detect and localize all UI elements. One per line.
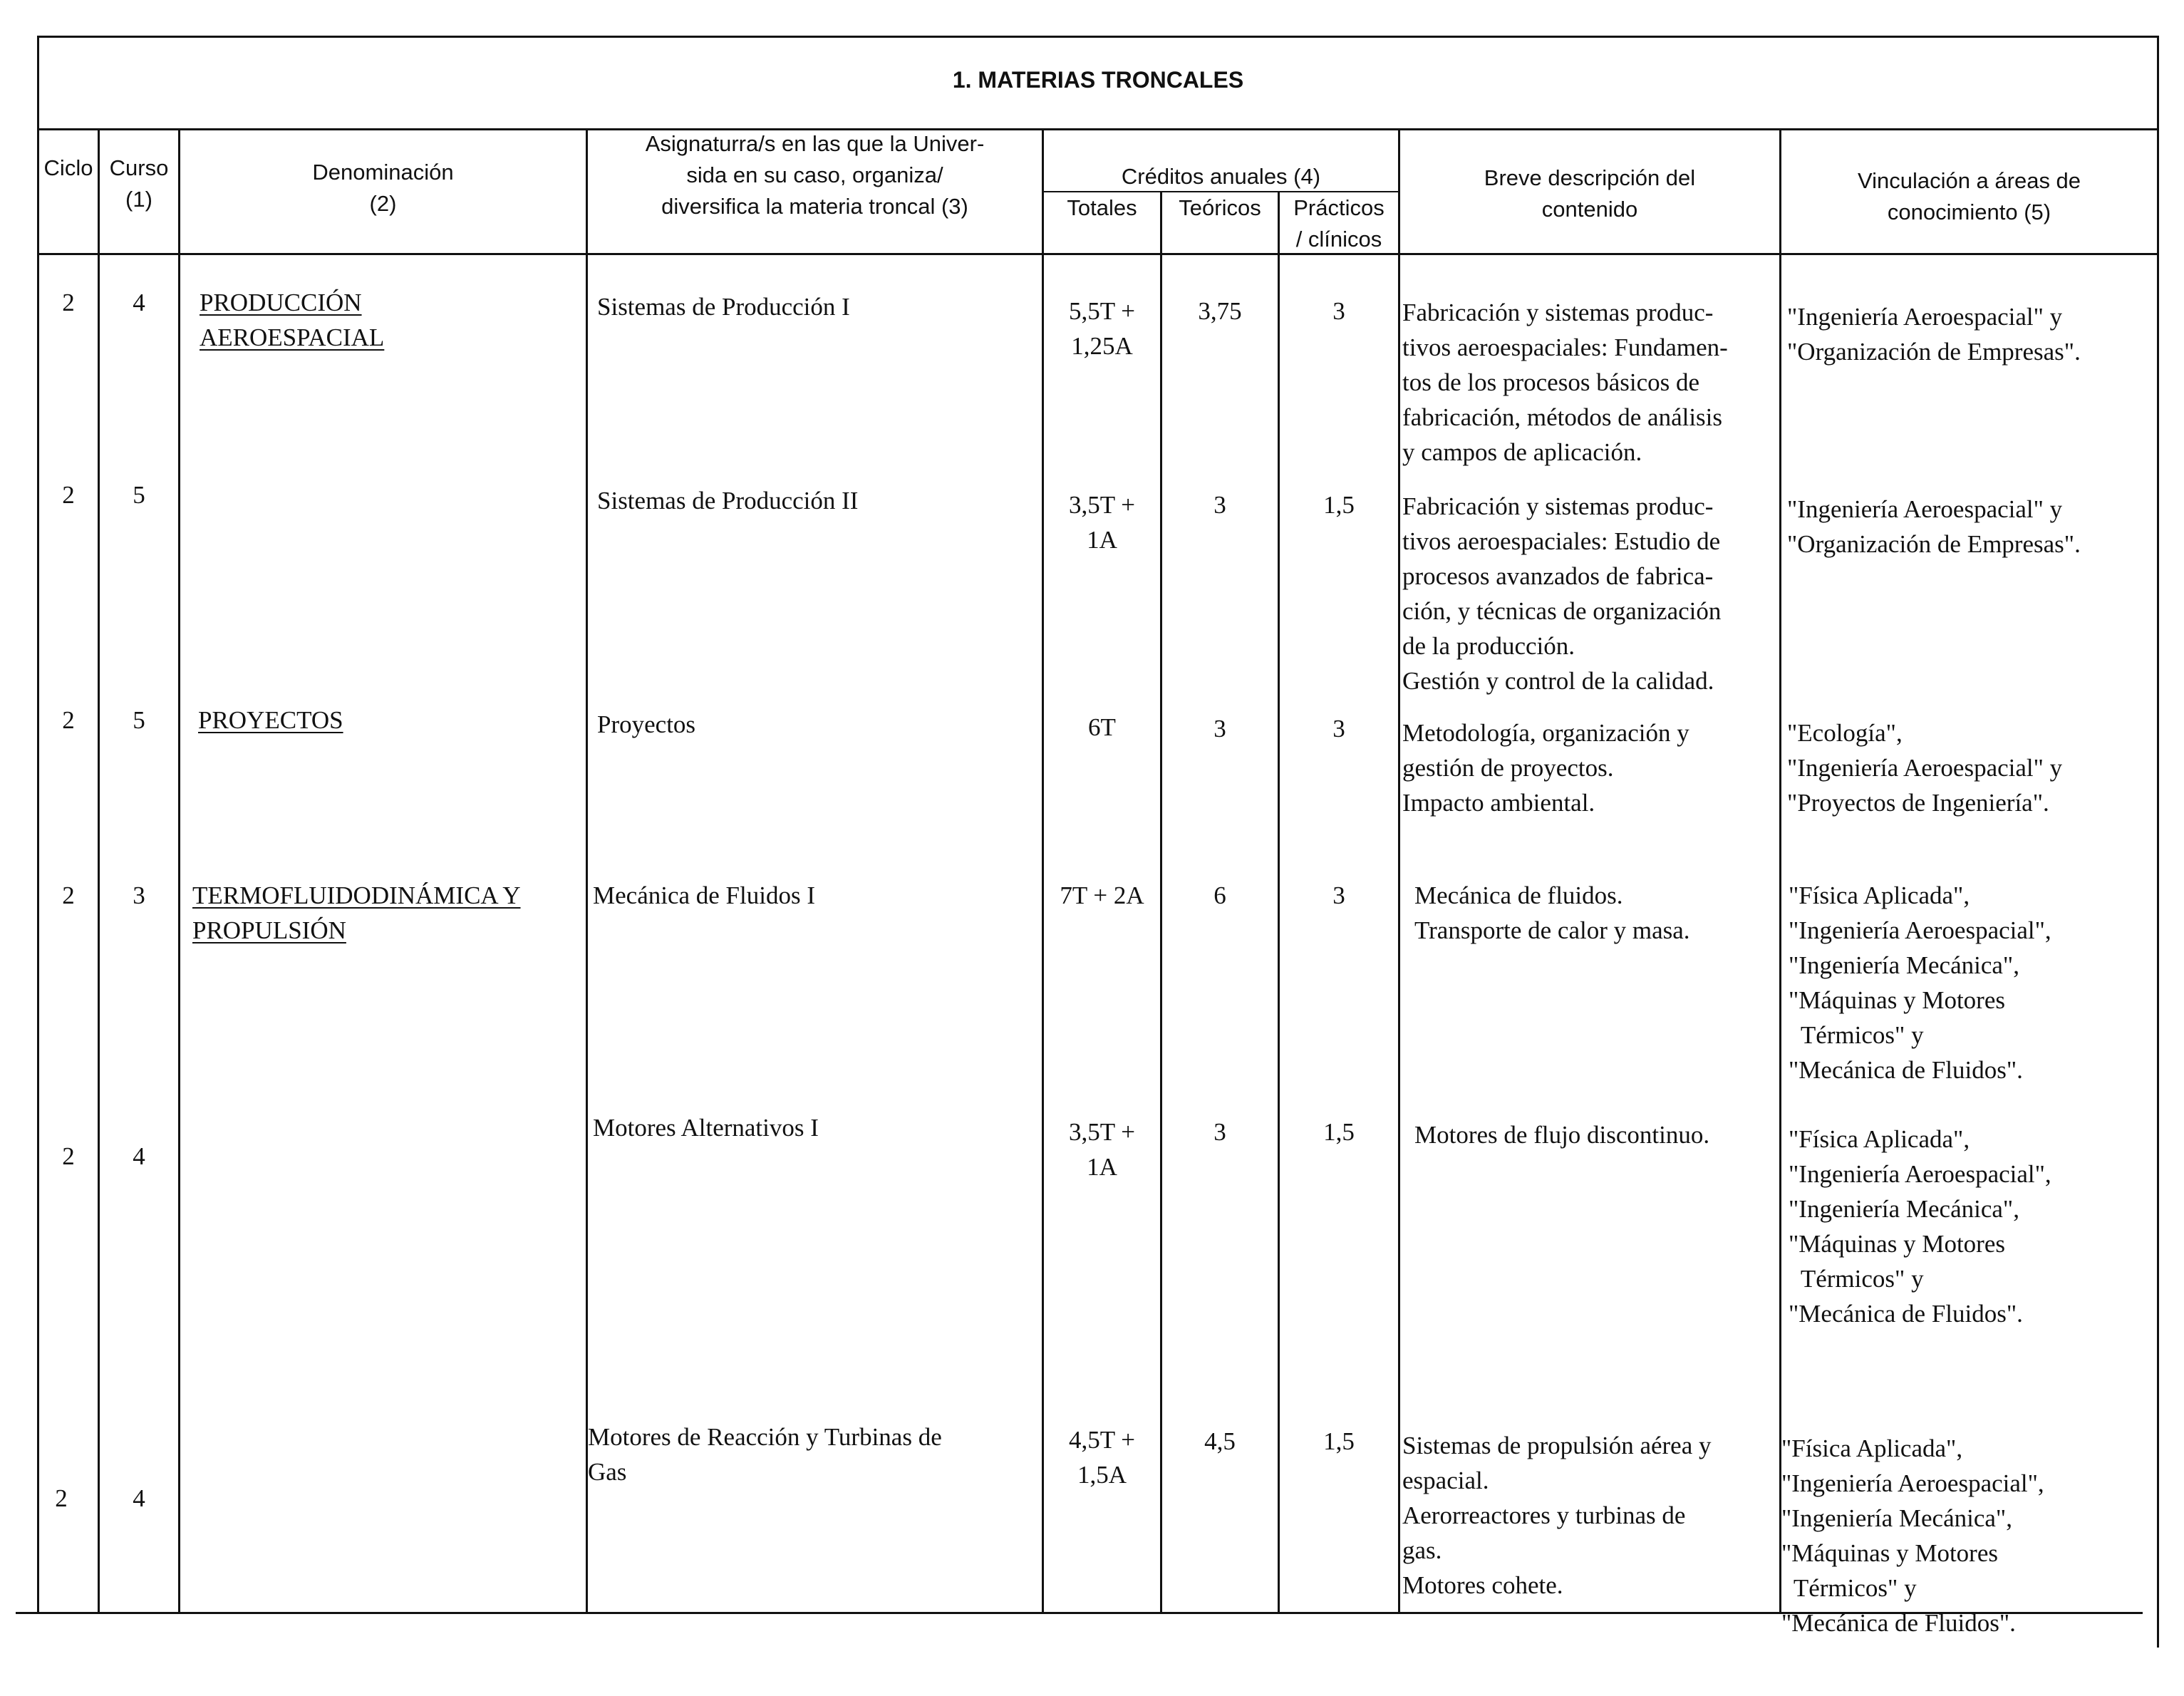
table-title: 1. MATERIAS TRONCALES xyxy=(952,67,1244,93)
cell-denominacion: TERMOFLUIDODINÁMICA Y PROPULSIÓN xyxy=(192,881,521,944)
cell-ciclo: 2 xyxy=(62,481,75,509)
col-sep-7 xyxy=(1398,130,1400,1613)
header-ciclo: Ciclo xyxy=(43,155,93,180)
cell-vinculacion: "Física Aplicada", "Ingeniería Aeroespacial", "Ingeniería Mecánica", "Máquinas y Motores Térmicos" y "Mecánica de Fluidos". xyxy=(1789,1125,2051,1328)
col-sep-1 xyxy=(98,130,100,1613)
cell-vinculacion: "Física Aplicada", "Ingeniería Aeroespacial", "Ingeniería Mecánica", "Máquinas y Motores Térmicos" y "Mecánica de Fluidos". xyxy=(1781,1434,2044,1637)
cell-descripcion: Fabricación y sistemas produc- tivos aeroespaciales: Estudio de procesos avanzados de fabrica- ción, y técnicas de organización de la producción. Gestión y control de la calidad. xyxy=(1402,492,1722,695)
cell-curso: 4 xyxy=(133,1142,145,1170)
cell-ciclo: 2 xyxy=(62,1142,75,1170)
cell-practicos: 1,5 xyxy=(1323,1118,1355,1146)
cell-vinculacion: "Ingeniería Aeroespacial" y "Organización de Empresas". xyxy=(1787,495,2081,558)
cell-denominacion: PROYECTOS xyxy=(198,706,343,734)
cell-teoricos: 6 xyxy=(1213,881,1226,909)
cell-descripcion: Sistemas de propulsión aérea y espacial. Aerorreactores y turbinas de gas. Motores cohete. xyxy=(1402,1432,1712,1599)
cell-practicos: 1,5 xyxy=(1323,1427,1355,1455)
header-denominacion: Denominación (2) xyxy=(312,160,454,216)
border-top xyxy=(37,36,2159,38)
cell-totales: 5,5T + 1,25A xyxy=(1069,297,1135,360)
cell-descripcion: Metodología, organización y gestión de proyectos. Impacto ambiental. xyxy=(1402,719,1689,817)
cell-descripcion: Mecánica de fluidos. Transporte de calor y masa. xyxy=(1414,881,1690,944)
header-curso: Curso (1) xyxy=(109,155,169,212)
cell-totales: 6T xyxy=(1088,713,1116,741)
header-practicos: Prácticos / clínicos xyxy=(1293,195,1385,252)
cell-ciclo: 2 xyxy=(62,289,75,316)
cell-practicos: 1,5 xyxy=(1323,491,1355,519)
cell-practicos: 3 xyxy=(1332,881,1345,909)
header-vinculacion: Vinculación a áreas de conocimiento (5) xyxy=(1857,168,2081,224)
cell-totales: 4,5T + 1,5A xyxy=(1069,1426,1135,1489)
cell-vinculacion: "Física Aplicada", "Ingeniería Aeroespacial", "Ingeniería Mecánica", "Máquinas y Motores Térmicos" y "Mecánica de Fluidos". xyxy=(1789,881,2051,1084)
header-descripcion: Breve descripción del contenido xyxy=(1484,165,1696,222)
cell-curso: 5 xyxy=(133,481,145,509)
cell-curso: 3 xyxy=(133,881,145,909)
cell-ciclo: 2 xyxy=(62,706,75,734)
cell-practicos: 3 xyxy=(1332,715,1345,743)
col-sep-3 xyxy=(586,130,588,1613)
cell-totales: 7T + 2A xyxy=(1060,881,1144,909)
cell-asignatura: Mecánica de Fluidos I xyxy=(593,881,815,909)
header-asignaturas: Asignaturra/s en las que la Univer- sida en su caso, organiza/ diversifica la materia troncal (3) xyxy=(645,131,985,219)
cell-asignatura: Proyectos xyxy=(597,710,696,738)
cell-vinculacion: "Ingeniería Aeroespacial" y "Organización de Empresas". xyxy=(1787,303,2081,366)
header-teoricos: Teóricos xyxy=(1179,195,1261,220)
cell-teoricos: 3 xyxy=(1213,1118,1226,1146)
col-sep-2 xyxy=(178,130,180,1613)
border-left xyxy=(37,36,39,1612)
cell-totales: 3,5T + 1A xyxy=(1069,1118,1135,1181)
cell-vinculacion: "Ecología", "Ingeniería Aeroespacial" y "Proyectos de Ingeniería". xyxy=(1787,719,2063,817)
cell-teoricos: 3 xyxy=(1213,491,1226,519)
cell-asignatura: Motores Alternativos I xyxy=(593,1114,819,1142)
cell-descripcion: Fabricación y sistemas produc- tivos aeroespaciales: Fundamen- tos de los procesos básicos de fabricación, métodos de análisis y campos de aplicación. xyxy=(1402,299,1728,466)
cell-teoricos: 3 xyxy=(1213,715,1226,743)
header-totales: Totales xyxy=(1067,195,1137,220)
border-right xyxy=(2157,36,2159,1648)
cell-practicos: 3 xyxy=(1332,297,1345,325)
border-header-bottom xyxy=(37,253,2159,255)
col-sep-8 xyxy=(1779,130,1781,1613)
cell-ciclo: 2 xyxy=(62,881,75,909)
cell-teoricos: 3,75 xyxy=(1198,297,1242,325)
header-creditos: Créditos anuales (4) xyxy=(1121,164,1321,189)
cell-curso: 5 xyxy=(133,706,145,734)
cell-asignatura: Motores de Reacción y Turbinas de Gas xyxy=(588,1423,942,1486)
cell-denominacion: PRODUCCIÓN AEROESPACIAL xyxy=(200,289,385,351)
cell-totales: 3,5T + 1A xyxy=(1069,491,1135,554)
cell-descripcion: Motores de flujo discontinuo. xyxy=(1414,1121,1710,1149)
cell-teoricos: 4,5 xyxy=(1204,1427,1236,1455)
cell-asignatura: Sistemas de Producción II xyxy=(597,487,859,515)
cell-asignatura: Sistemas de Producción I xyxy=(597,293,850,321)
cell-curso: 4 xyxy=(133,1484,145,1512)
border-title-bottom xyxy=(37,128,2159,130)
cell-ciclo: 2 xyxy=(55,1484,68,1512)
cell-curso: 4 xyxy=(133,289,145,316)
